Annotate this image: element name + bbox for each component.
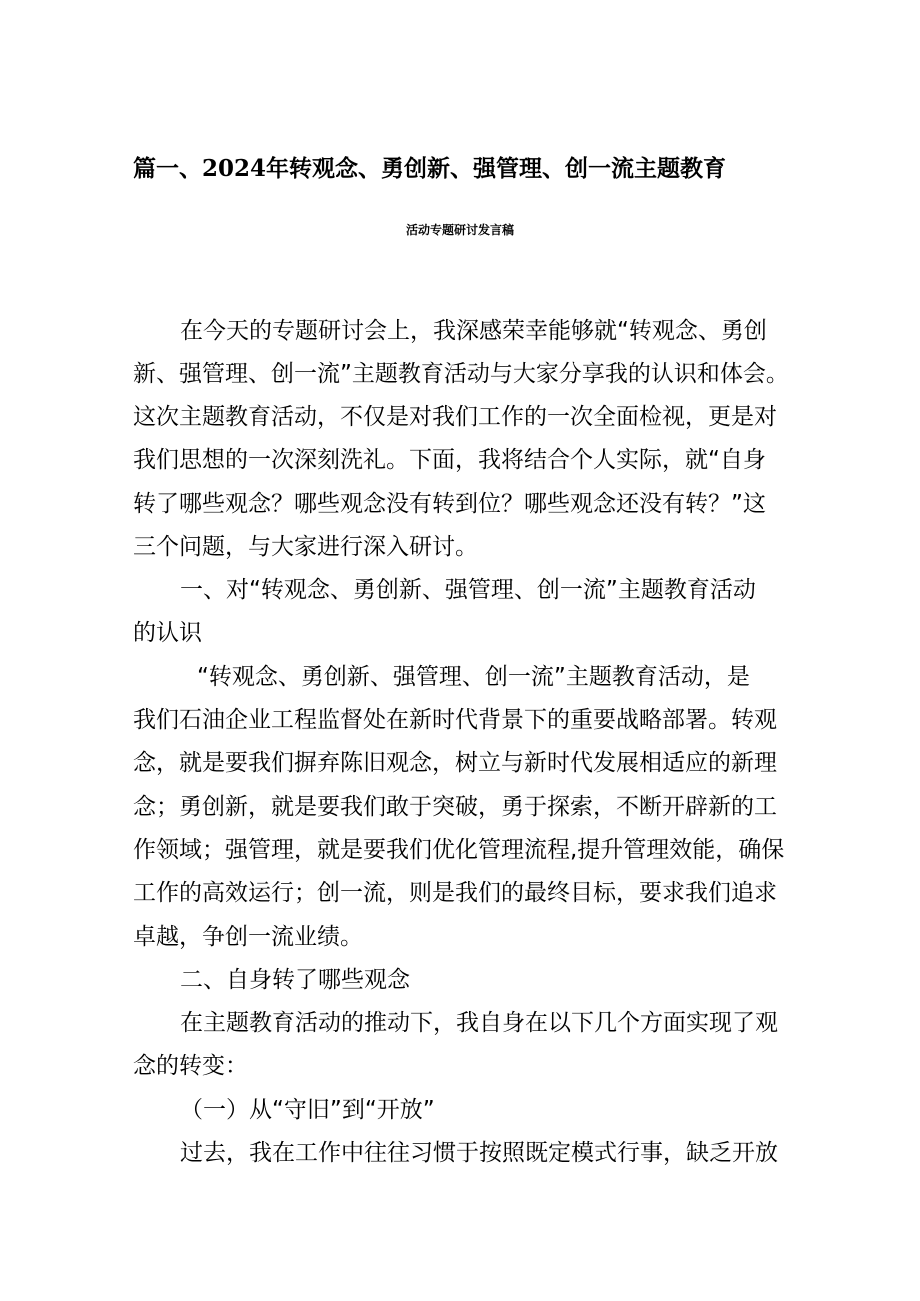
body-line: 三个问题，与大家进行深入研讨。 — [133, 534, 478, 560]
section-heading-1: 一、对“转观念、勇创新、强管理、创一流”主题教育活动 — [180, 577, 756, 603]
body-line: 我们石油企业工程监督处在新时代背景下的重要战略部署。转观 — [133, 707, 777, 733]
body-line: 在今天的专题研讨会上，我深感荣幸能够就“转观念、勇创 — [180, 318, 767, 344]
document-title-line-1: 篇一、2024年转观念、勇创新、强管理、创一流主题教育 — [133, 155, 727, 182]
section-heading-2: 二、自身转了哪些观念 — [180, 967, 410, 993]
body-line: 作领域；强管理，就是要我们优化管理流程,提升管理效能，确保 — [133, 837, 785, 863]
body-line: 转了哪些观念？哪些观念没有转到位？哪些观念还没有转？”这 — [133, 491, 766, 517]
body-line: 我们思想的一次深刻洗礼。下面，我将结合个人实际，就“自身 — [133, 447, 766, 473]
section-heading-1-cont: 的认识 — [133, 620, 202, 646]
body-line: 念，就是要我们摒弃陈旧观念，树立与新时代发展相适应的新理 — [133, 750, 777, 776]
body-line: 工作的高效运行；创一流，则是我们的最终目标，要求我们追求 — [133, 880, 777, 906]
document-title-line-2: 活动专题研讨发言稿 — [405, 223, 514, 237]
body-line: “转观念、勇创新、强管理、创一流”主题教育活动，是 — [197, 664, 750, 690]
body-line: 过去，我在工作中往往习惯于按照既定模式行事，缺乏开放 — [180, 1140, 778, 1166]
body-line: 念；勇创新，就是要我们敢于突破，勇于探索，不断开辟新的工 — [133, 794, 777, 820]
body-line: 在主题教育活动的推动下，我自身在以下几个方面实现了观 — [180, 1010, 778, 1036]
body-line: 卓越，争创一流业绩。 — [133, 924, 363, 950]
subsection-heading-1: （一）从“守旧”到“开放” — [180, 1097, 435, 1123]
body-line: 念的转变： — [133, 1053, 248, 1079]
body-line: 新、强管理、创一流”主题教育活动与大家分享我的认识和体会。 — [133, 361, 789, 387]
body-line: 这次主题教育活动，不仅是对我们工作的一次全面检视，更是对 — [133, 404, 777, 430]
